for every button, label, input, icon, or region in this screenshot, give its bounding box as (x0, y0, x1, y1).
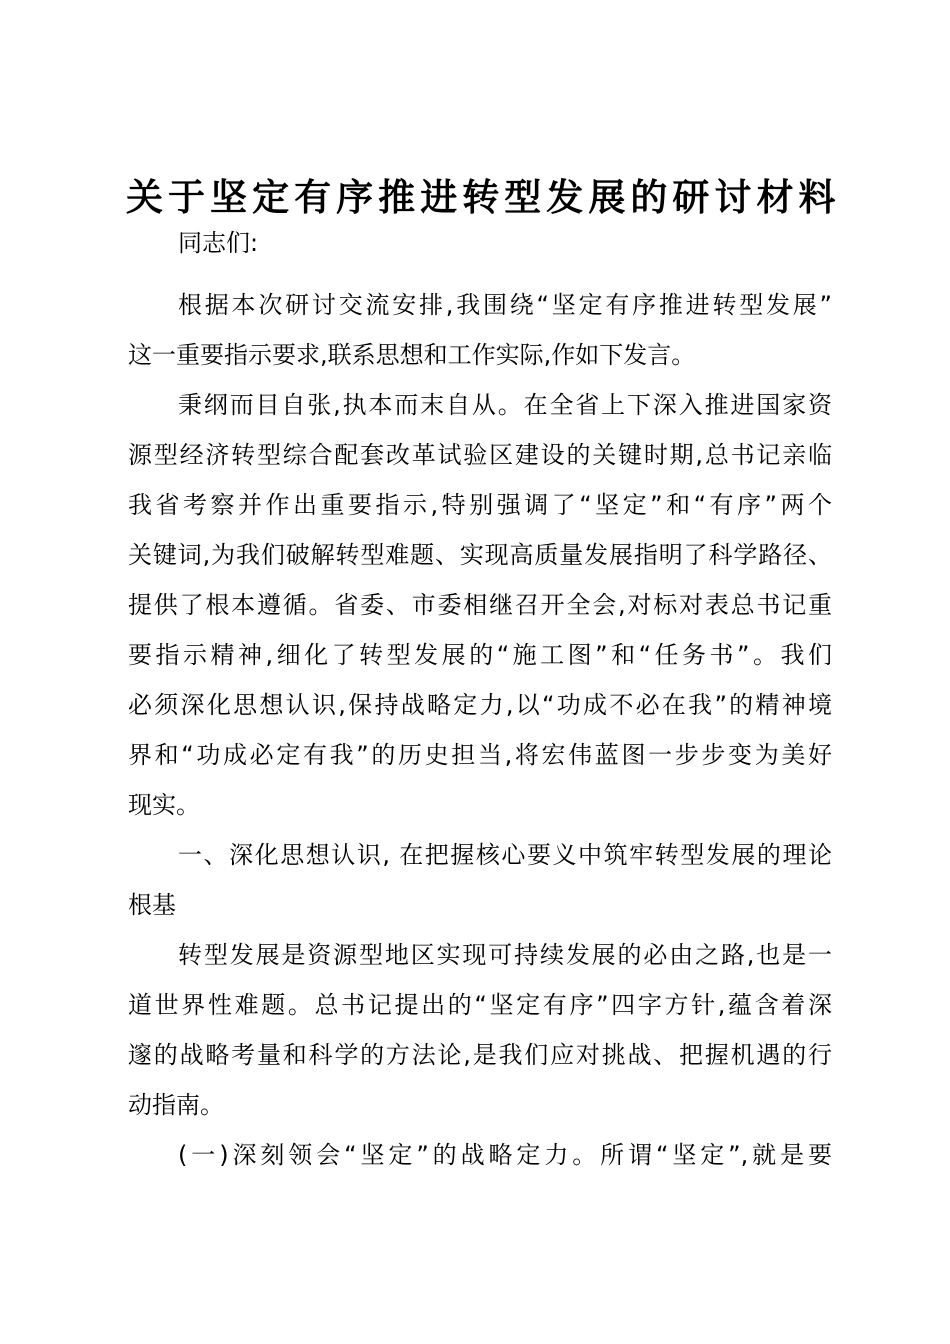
text-line: 必须深化思想认识,保持战略定力,以“功成不必在我”的精神境 (128, 691, 832, 719)
text-line: 这一重要指示要求,联系思想和工作实际,作如下发言。 (128, 341, 696, 369)
subsection-1-1 (128, 1130, 832, 1180)
text-line: 我省考察并作出重要指示,特别强调了“坚定”和“有序”两个 (128, 491, 832, 519)
text-line: (一)深刻领会“坚定”的战略定力。所谓“坚定”,就是要 (178, 1141, 832, 1169)
text-line: 邃的战略考量和科学的方法论,是我们应对挑战、把握机遇的行 (128, 1041, 832, 1069)
text-line: 动指南。 (128, 1091, 224, 1119)
text-line: 转型发展是资源型地区实现可持续发展的必由之路,也是一 (178, 941, 832, 969)
text-line: 根基 (128, 891, 176, 919)
greeting: 同志们: (178, 229, 259, 257)
text-line: 关键词,为我们破解转型难题、实现高质量发展指明了科学路径、 (128, 541, 832, 569)
text-line: 根据本次研讨交流安排,我围绕“坚定有序推进转型发展” (178, 291, 832, 319)
text-line: 源型经济转型综合配套改革试验区建设的关键时期,总书记亲临 (128, 441, 832, 469)
paragraph-section-1 (128, 930, 832, 1130)
text-line: 要指示精神,细化了转型发展的“施工图”和“任务书”。我们 (128, 641, 832, 669)
text-line: 界和“功成必定有我”的历史担当,将宏伟蓝图一步步变为美好 (128, 741, 832, 769)
paragraph-background (128, 380, 832, 830)
text-line: 提供了根本遵循。省委、市委相继召开全会,对标对表总书记重 (128, 591, 832, 619)
text-line: 道世界性难题。总书记提出的“坚定有序”四字方针,蕴含着深 (128, 991, 832, 1019)
text-line: 秉纲而目自张,执本而末自从。在全省上下深入推进国家资 (178, 391, 832, 419)
section-heading-1 (128, 830, 832, 930)
document-body (128, 280, 832, 1180)
text-line: 一、深化思想认识, 在把握核心要义中筑牢转型发展的理论 (178, 841, 832, 869)
text-line: 现实。 (128, 791, 200, 819)
document-title: 关于坚定有序推进转型发展的研讨材料 (126, 176, 836, 219)
paragraph-intro (128, 280, 832, 380)
